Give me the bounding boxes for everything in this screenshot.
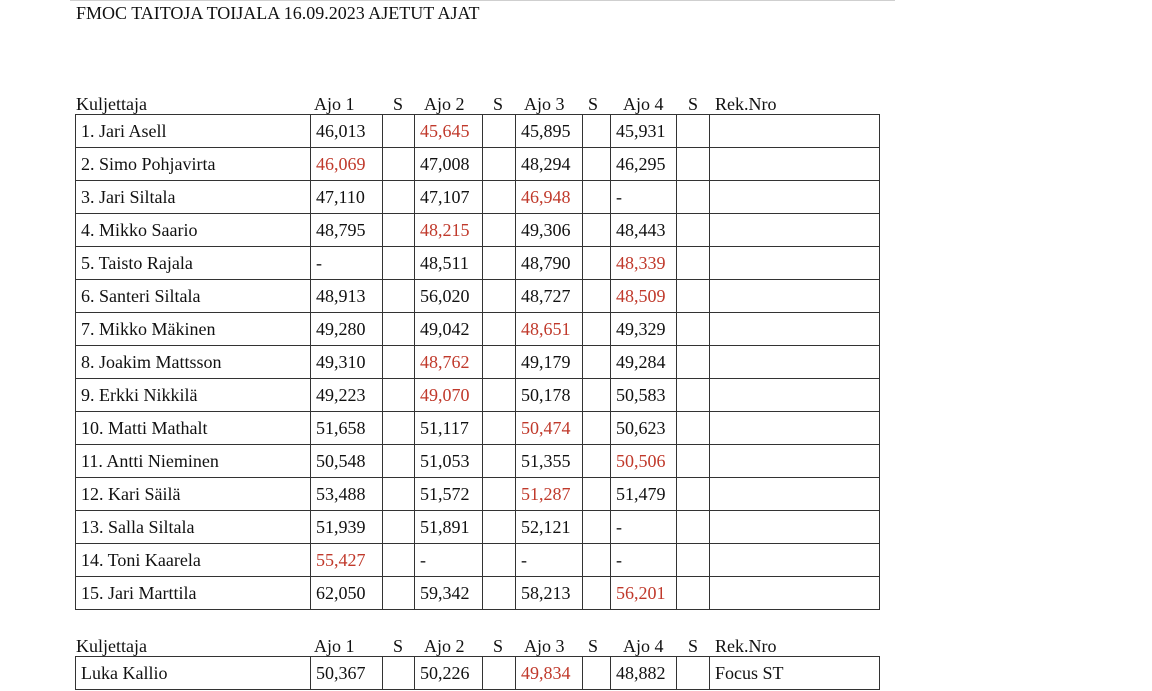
- cell-reg: [710, 544, 880, 577]
- cell-r2: 49,042: [415, 313, 483, 346]
- cell-s: [383, 247, 415, 280]
- header-run-2: Ajo 2: [424, 636, 465, 656]
- cell-r3: 49,834: [516, 657, 583, 690]
- header-run-3: Ajo 3: [524, 636, 565, 656]
- cell-r3: 58,213: [516, 577, 583, 610]
- table-2-header: [0, 635, 1152, 657]
- table-row: [76, 115, 880, 148]
- cell-reg: [710, 247, 880, 280]
- cell-s: [383, 181, 415, 214]
- cell-s: [583, 379, 611, 412]
- cell-reg: [710, 478, 880, 511]
- header-run-1: Ajo 1: [314, 94, 355, 114]
- cell-reg: [710, 313, 880, 346]
- cell-r2: 47,107: [415, 181, 483, 214]
- header-reg: Rek.Nro: [715, 636, 777, 656]
- cell-r3: 49,179: [516, 346, 583, 379]
- cell-s: [583, 214, 611, 247]
- table-row: [76, 478, 880, 511]
- cell-s: [677, 148, 710, 181]
- cell-driver: 2. Simo Pohjavirta: [76, 148, 311, 181]
- cell-s: [483, 346, 516, 379]
- cell-r1: 49,310: [311, 346, 383, 379]
- table-row: [76, 148, 880, 181]
- cell-s: [677, 577, 710, 610]
- table-row: [76, 511, 880, 544]
- cell-s: [583, 346, 611, 379]
- cell-s: [583, 313, 611, 346]
- cell-s: [583, 544, 611, 577]
- cell-r2: 49,070: [415, 379, 483, 412]
- cell-driver: 14. Toni Kaarela: [76, 544, 311, 577]
- cell-s: [483, 412, 516, 445]
- cell-s: [583, 412, 611, 445]
- cell-s: [583, 181, 611, 214]
- cell-s: [483, 544, 516, 577]
- page-title: FMOC TAITOJA TOIJALA 16.09.2023 AJETUT AJAT: [76, 3, 480, 23]
- cell-s: [677, 115, 710, 148]
- cell-s: [383, 657, 415, 690]
- header-s-1: S: [393, 94, 404, 114]
- cell-r2: 56,020: [415, 280, 483, 313]
- header-s-2: S: [493, 636, 504, 656]
- cell-r3: 51,355: [516, 445, 583, 478]
- cell-s: [677, 181, 710, 214]
- cell-r4: 46,295: [611, 148, 677, 181]
- cell-s: [583, 148, 611, 181]
- cell-s: [483, 247, 516, 280]
- cell-r1: 48,913: [311, 280, 383, 313]
- table-1-header: [0, 93, 1152, 115]
- cell-reg: [710, 280, 880, 313]
- cell-driver: Luka Kallio: [76, 657, 311, 690]
- table-row: [76, 379, 880, 412]
- cell-s: [677, 247, 710, 280]
- cell-s: [677, 445, 710, 478]
- cell-r1: 48,795: [311, 214, 383, 247]
- cell-r2: 48,511: [415, 247, 483, 280]
- cell-s: [383, 511, 415, 544]
- cell-r4: 50,506: [611, 445, 677, 478]
- cell-r4: 49,329: [611, 313, 677, 346]
- cell-r4: -: [611, 511, 677, 544]
- cell-s: [483, 478, 516, 511]
- cell-r4: 56,201: [611, 577, 677, 610]
- cell-r1: 49,280: [311, 313, 383, 346]
- cell-driver: 1. Jari Asell: [76, 115, 311, 148]
- cell-s: [677, 478, 710, 511]
- cell-driver: 6. Santeri Siltala: [76, 280, 311, 313]
- cell-s: [383, 280, 415, 313]
- cell-r4: 48,509: [611, 280, 677, 313]
- cell-s: [383, 412, 415, 445]
- cell-s: [677, 657, 710, 690]
- cell-r2: 51,572: [415, 478, 483, 511]
- cell-r3: 46,948: [516, 181, 583, 214]
- cell-driver: 4. Mikko Saario: [76, 214, 311, 247]
- table-row: [76, 577, 880, 610]
- cell-s: [677, 214, 710, 247]
- cell-s: [383, 214, 415, 247]
- cell-s: [483, 181, 516, 214]
- table-row: [76, 346, 880, 379]
- cell-reg: [710, 379, 880, 412]
- cell-reg: [710, 115, 880, 148]
- cell-r1: 62,050: [311, 577, 383, 610]
- cell-s: [483, 313, 516, 346]
- header-reg: Rek.Nro: [715, 94, 777, 114]
- cell-r3: 51,287: [516, 478, 583, 511]
- cell-r3: 48,790: [516, 247, 583, 280]
- cell-reg: [710, 346, 880, 379]
- cell-s: [383, 148, 415, 181]
- cell-r4: 48,882: [611, 657, 677, 690]
- table-row: [76, 445, 880, 478]
- cell-driver: 13. Salla Siltala: [76, 511, 311, 544]
- top-rule: [70, 0, 895, 1]
- cell-s: [677, 379, 710, 412]
- cell-r3: 52,121: [516, 511, 583, 544]
- header-driver: Kuljettaja: [76, 636, 147, 656]
- cell-r3: -: [516, 544, 583, 577]
- cell-r2: 48,215: [415, 214, 483, 247]
- cell-s: [583, 478, 611, 511]
- cell-s: [383, 544, 415, 577]
- header-run-4: Ajo 4: [623, 94, 664, 114]
- cell-s: [483, 148, 516, 181]
- cell-s: [583, 445, 611, 478]
- cell-s: [383, 313, 415, 346]
- cell-s: [483, 280, 516, 313]
- cell-driver: 11. Antti Nieminen: [76, 445, 311, 478]
- cell-driver: 9. Erkki Nikkilä: [76, 379, 311, 412]
- cell-r3: 48,294: [516, 148, 583, 181]
- cell-s: [677, 280, 710, 313]
- cell-driver: 7. Mikko Mäkinen: [76, 313, 311, 346]
- cell-reg: [710, 412, 880, 445]
- cell-r4: 45,931: [611, 115, 677, 148]
- cell-reg: [710, 214, 880, 247]
- cell-r2: -: [415, 544, 483, 577]
- cell-r1: 50,367: [311, 657, 383, 690]
- cell-s: [483, 445, 516, 478]
- header-s-4: S: [688, 94, 699, 114]
- header-s-4: S: [688, 636, 699, 656]
- cell-reg: Focus ST: [710, 657, 880, 690]
- cell-s: [383, 346, 415, 379]
- cell-r1: 51,939: [311, 511, 383, 544]
- cell-r2: 45,645: [415, 115, 483, 148]
- header-run-2: Ajo 2: [424, 94, 465, 114]
- cell-r2: 48,762: [415, 346, 483, 379]
- cell-reg: [710, 445, 880, 478]
- cell-reg: [710, 148, 880, 181]
- cell-r3: 48,651: [516, 313, 583, 346]
- cell-s: [483, 379, 516, 412]
- results-table-1: [75, 114, 880, 610]
- cell-s: [383, 379, 415, 412]
- header-s-3: S: [588, 636, 599, 656]
- cell-driver: 3. Jari Siltala: [76, 181, 311, 214]
- cell-r3: 48,727: [516, 280, 583, 313]
- cell-r2: 51,891: [415, 511, 483, 544]
- cell-s: [383, 445, 415, 478]
- table-row: [76, 280, 880, 313]
- header-driver: Kuljettaja: [76, 94, 147, 114]
- cell-s: [583, 280, 611, 313]
- cell-s: [677, 511, 710, 544]
- cell-r1: 50,548: [311, 445, 383, 478]
- cell-s: [677, 412, 710, 445]
- header-run-3: Ajo 3: [524, 94, 565, 114]
- cell-driver: 15. Jari Marttila: [76, 577, 311, 610]
- header-run-4: Ajo 4: [623, 636, 664, 656]
- table-row: [76, 247, 880, 280]
- cell-r1: 46,013: [311, 115, 383, 148]
- cell-reg: [710, 577, 880, 610]
- cell-r3: 50,474: [516, 412, 583, 445]
- cell-s: [483, 115, 516, 148]
- cell-driver: 8. Joakim Mattsson: [76, 346, 311, 379]
- cell-s: [677, 313, 710, 346]
- table-row: [76, 313, 880, 346]
- cell-r1: -: [311, 247, 383, 280]
- cell-s: [583, 657, 611, 690]
- cell-s: [483, 214, 516, 247]
- cell-r4: -: [611, 544, 677, 577]
- cell-r1: 51,658: [311, 412, 383, 445]
- cell-s: [383, 115, 415, 148]
- table-row: [76, 412, 880, 445]
- cell-r3: 50,178: [516, 379, 583, 412]
- cell-r2: 50,226: [415, 657, 483, 690]
- cell-r1: 46,069: [311, 148, 383, 181]
- cell-r2: 51,053: [415, 445, 483, 478]
- cell-r2: 59,342: [415, 577, 483, 610]
- cell-s: [483, 577, 516, 610]
- cell-r1: 47,110: [311, 181, 383, 214]
- header-s-2: S: [493, 94, 504, 114]
- table-row: [76, 181, 880, 214]
- header-run-1: Ajo 1: [314, 636, 355, 656]
- table-row: [76, 544, 880, 577]
- cell-driver: 10. Matti Mathalt: [76, 412, 311, 445]
- table-row: [76, 214, 880, 247]
- cell-r3: 49,306: [516, 214, 583, 247]
- cell-s: [483, 657, 516, 690]
- cell-r1: 55,427: [311, 544, 383, 577]
- cell-r4: 48,443: [611, 214, 677, 247]
- cell-reg: [710, 511, 880, 544]
- cell-r4: 51,479: [611, 478, 677, 511]
- cell-r4: 48,339: [611, 247, 677, 280]
- cell-r1: 49,223: [311, 379, 383, 412]
- cell-r4: 50,583: [611, 379, 677, 412]
- cell-s: [383, 478, 415, 511]
- table-row: [76, 657, 880, 690]
- cell-r4: 49,284: [611, 346, 677, 379]
- cell-s: [677, 346, 710, 379]
- cell-s: [583, 115, 611, 148]
- header-s-3: S: [588, 94, 599, 114]
- cell-driver: 5. Taisto Rajala: [76, 247, 311, 280]
- cell-s: [583, 247, 611, 280]
- cell-r2: 51,117: [415, 412, 483, 445]
- header-s-1: S: [393, 636, 404, 656]
- cell-reg: [710, 181, 880, 214]
- cell-s: [583, 511, 611, 544]
- cell-s: [677, 544, 710, 577]
- results-table-2: [75, 656, 880, 690]
- cell-s: [483, 511, 516, 544]
- cell-r4: -: [611, 181, 677, 214]
- cell-s: [583, 577, 611, 610]
- cell-driver: 12. Kari Säilä: [76, 478, 311, 511]
- cell-s: [383, 577, 415, 610]
- cell-r2: 47,008: [415, 148, 483, 181]
- cell-r3: 45,895: [516, 115, 583, 148]
- cell-r1: 53,488: [311, 478, 383, 511]
- cell-r4: 50,623: [611, 412, 677, 445]
